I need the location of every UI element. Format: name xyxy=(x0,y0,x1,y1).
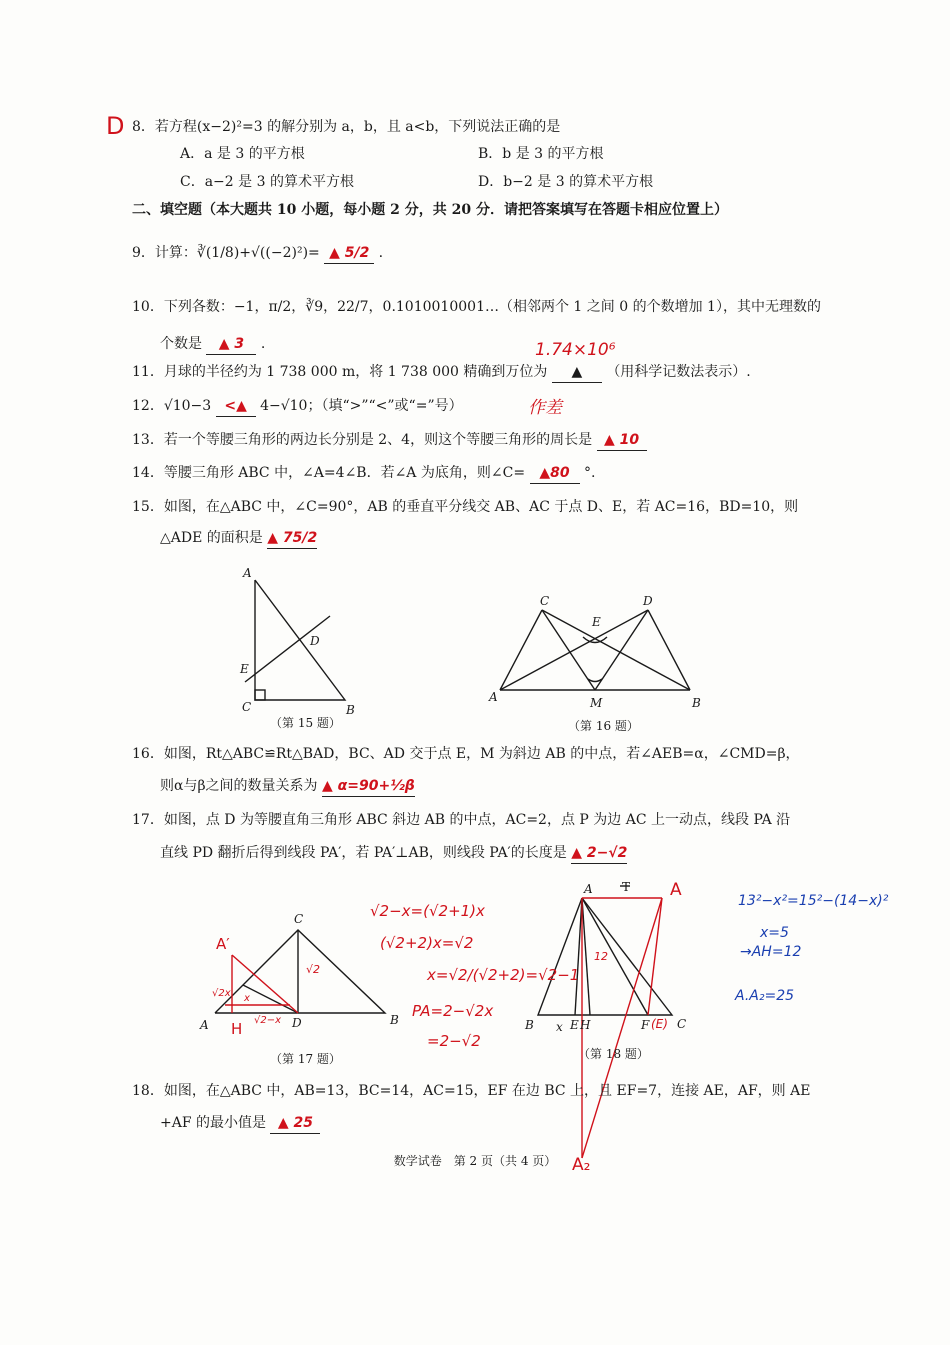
fig17-label-x: x xyxy=(244,993,250,1004)
q16-text: 则α与β之间的数量关系为 xyxy=(160,778,318,794)
fig18-label-a1: A xyxy=(670,880,682,900)
fig17-caption: （第 17 题） xyxy=(270,1052,341,1066)
fig18-label-a2: A₂ xyxy=(572,1155,591,1175)
q17-answer-blank xyxy=(571,843,627,864)
q16-line2 xyxy=(160,776,415,797)
fig17-label-root2x: √2x xyxy=(212,988,231,999)
q17-line1: 17．如图，点 D 为等腰直角三角形 ABC 斜边 AB 的中点，AC=2，点 P 为边 AC 上一动点，线段 PA 沿 xyxy=(132,812,791,828)
q12-handwritten-note: 作差 xyxy=(528,398,562,418)
fig15-label-e: E xyxy=(240,662,249,676)
fig18-a1f xyxy=(648,898,662,1015)
q9-text: 9．计算：∛(1/8)+√((−2)²)= xyxy=(132,245,320,261)
q11-handwritten-answer: 1.74×10⁶ xyxy=(535,340,616,360)
work17-line-1: √2−x=(√2+1)x xyxy=(370,902,485,920)
q8-option-d: D．b−2 是 3 的算术平方根 xyxy=(478,174,654,190)
fig18-label-a: A xyxy=(584,882,593,896)
q18-answer-blank xyxy=(270,1113,320,1134)
fig18-label-f: F xyxy=(641,1018,650,1032)
fig16-label-e: E xyxy=(592,615,601,629)
work18-line-1: 13²−x²=15²−(14−x)² xyxy=(738,893,889,909)
q8-option-b: B．b 是 3 的平方根 xyxy=(478,146,604,162)
fig16-label-d: D xyxy=(643,594,653,608)
figure-15 xyxy=(245,580,345,700)
q16-answer-blank xyxy=(322,776,415,797)
q13-text: 13．若一个等腰三角形的两边长分别是 2、4，则这个等腰三角形的周长是 xyxy=(132,432,593,448)
fig16-label-b: B xyxy=(692,696,701,710)
work18-line-3: →AH=12 xyxy=(740,944,802,960)
q17-line2 xyxy=(160,843,627,864)
q10-text: 个数是 xyxy=(160,336,202,352)
fig18-ah xyxy=(582,898,590,1015)
q8-answer-mark: D xyxy=(106,112,125,140)
fig15-right-angle xyxy=(255,690,265,700)
fig15-label-d: D xyxy=(310,634,320,648)
q10-answer: ▲ 3 xyxy=(218,336,245,352)
section-heading: 二、填空题（本大题共 10 小题，每小题 2 分，共 20 分．请把答案填写在答题卡相应位置上） xyxy=(132,202,728,218)
q12-text: 12．√10−3 xyxy=(132,398,212,414)
work17-line-2: (√2+2)x=√2 xyxy=(380,934,474,952)
q12-answer: <▲ xyxy=(224,398,247,414)
q14-answer: ▲80 xyxy=(539,465,570,481)
fig16-cm xyxy=(542,610,595,690)
q11-text: 11．月球的半径约为 1 738 000 m，将 1 738 000 精确到万位为 xyxy=(132,364,548,380)
q14-tail: °. xyxy=(583,465,596,481)
fig17-label-b: B xyxy=(390,1013,399,1027)
q18-line2 xyxy=(160,1113,320,1134)
q10-line1: 10．下列各数：−1，π/2，∛9，22/7，0.1010010001…（相邻两个 1 之间 0 的个数增加 1），其中无理数的 xyxy=(132,299,821,315)
fig15-label-b: B xyxy=(346,703,355,717)
q9-tail: . xyxy=(378,245,384,261)
work17-line-5: =2−√2 xyxy=(427,1032,481,1050)
fig16-angle-arc-m xyxy=(588,679,602,682)
fig16-bc xyxy=(542,610,690,690)
fig17-triangle xyxy=(215,930,385,1013)
q12-text2: 4−√10；（填“>”“<”或“=”号） xyxy=(260,398,463,414)
q8-option-c: C．a−2 是 3 的算术平方根 xyxy=(180,174,354,190)
fig17-label-d: D xyxy=(292,1016,302,1030)
q8-option-a: A．a 是 3 的平方根 xyxy=(180,146,305,162)
fig16-label-m: M xyxy=(590,696,603,710)
q10-tail: . xyxy=(260,336,266,352)
q18-line1: 18．如图，在△ABC 中，AB=13，BC=14，AC=15，EF 在边 BC 上，且 EF=7，连接 AE，AF，则 AE xyxy=(132,1083,811,1099)
fig18-label-c: C xyxy=(677,1017,687,1031)
fig18-label-h: H xyxy=(580,1018,591,1032)
fig17-label-root2: √2 xyxy=(306,963,321,976)
q15-line1: 15．如图，在△ABC 中，∠C=90°，AB 的垂直平分线交 AB、AC 于点 D、E，若 AC=16，BD=10，则 xyxy=(132,499,799,515)
q17-text: 直线 PD 翻折后得到线段 PA′，若 PA′⊥AB，则线段 PA′的长度是 xyxy=(160,845,567,861)
fig16-angle-arc-e xyxy=(583,637,607,643)
figure-17 xyxy=(215,930,385,1013)
fig18-label-12: 12 xyxy=(594,950,608,963)
fig18-af xyxy=(582,898,648,1015)
fig15-label-a: A xyxy=(243,566,252,580)
q18-text: +AF 的最小值是 xyxy=(160,1115,267,1131)
q8-stem: 8．若方程(x−2)²=3 的解分别为 a，b，且 a<b，下列说法正确的是 xyxy=(132,119,561,135)
fig15-caption: （第 15 题） xyxy=(270,716,341,730)
fig18-caption: （第 18 题） xyxy=(578,1047,649,1061)
work17-line-3: x=√2/(√2+2)=√2−1 xyxy=(427,966,580,984)
fig17-label-a-prime: A′ xyxy=(216,935,230,953)
q9-answer: ▲ 5/2 xyxy=(329,245,370,261)
fig16-label-a: A xyxy=(489,690,498,704)
fig17-label-root2-minus-x: √2−x xyxy=(254,1015,282,1026)
fig16-label-c: C xyxy=(540,594,550,608)
q11-answer-blank: ▲ xyxy=(552,362,602,383)
q16-answer: ▲ α=90+½β xyxy=(322,778,415,794)
fig15-label-c: C xyxy=(242,700,252,714)
fig17-label-c: C xyxy=(294,912,304,926)
fig18-label-e-at-f: (E) xyxy=(651,1017,668,1031)
fig16-dm xyxy=(595,610,648,690)
fig18-label-b: B xyxy=(525,1018,534,1032)
fig18-label-t: T xyxy=(622,880,631,894)
q15-answer: ▲ 75/2 xyxy=(267,530,318,546)
q11-tail: （用科学记数法表示）. xyxy=(606,364,751,380)
q17-answer: ▲ 2−√2 xyxy=(571,845,628,861)
fig18-label-e: E xyxy=(570,1018,579,1032)
work18-line-2: x=5 xyxy=(760,925,789,941)
fig18-label-x: x xyxy=(556,1020,563,1034)
work18-line-4: A.A₂=25 xyxy=(735,988,795,1004)
fig17-label-a: A xyxy=(200,1018,209,1032)
q16-line1: 16．如图，Rt△ABC≌Rt△BAD，BC、AD 交于点 E，M 为斜边 AB 的中点，若∠AEB=α，∠CMD=β， xyxy=(132,746,800,762)
q15-text: △ADE 的面积是 xyxy=(160,530,263,546)
q14-text: 14．等腰三角形 ABC 中，∠A=4∠B．若∠A 为底角，则∠C= xyxy=(132,465,526,481)
fig17-label-h: H xyxy=(231,1020,243,1038)
fig16-caption: （第 16 题） xyxy=(568,719,639,733)
q18-answer: ▲ 25 xyxy=(277,1115,314,1131)
work17-line-4: PA=2−√2x xyxy=(412,1002,494,1020)
fig16-ad xyxy=(500,610,648,690)
fig18-a1a2 xyxy=(582,898,662,1158)
q13-answer: ▲ 10 xyxy=(603,432,640,448)
page-footer: 数学试卷 第 2 页（共 4 页） xyxy=(393,1154,557,1168)
fig15-bisector xyxy=(245,616,330,682)
